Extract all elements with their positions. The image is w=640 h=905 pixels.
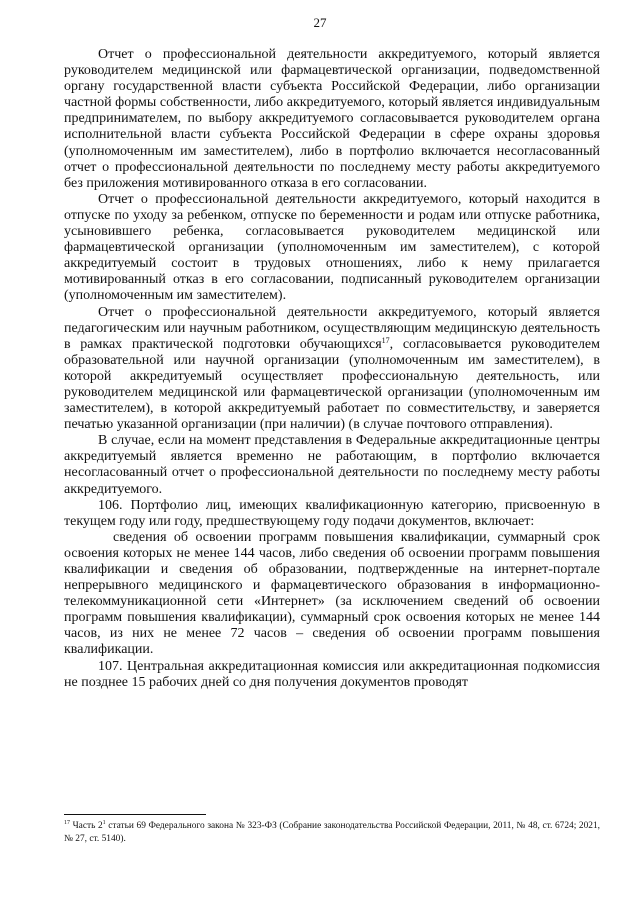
paragraph-text-part: , согласовывается руководителем образовательной или научной организации (уполномоченным им заместителем), в которой аккредитуемый осуществляет профессиональную деятельность, или руководителем медицинской или фармацевтической организации (уполномоченным им заместителем), в которой аккредитуемый работает по совместительству, и заверяется печатью указанной организации (при наличии) (в случае почтового отправления). (64, 336, 601, 433)
footnote-superscript: 1 (102, 820, 106, 826)
footnote-marker: 17 (64, 820, 70, 826)
page-number: 27 (313, 15, 327, 30)
paragraph-text-part: Отчет о профессиональной деятельности аккредитуемого, который является педагогическим или научным работником, осуществляющим медицинскую деятельность в рамках практической подготовки обучающихся (64, 304, 600, 352)
paragraph-item-107: 107. Центральная аккредитационная комиссия или аккредитационная подкомиссия не позднее 15 рабочих дней со дня получения документов проводят (64, 658, 600, 690)
paragraph-report-head-of-organization: Отчет о профессиональной деятельности аккредитуемого, который является руководителем медицинской или фармацевтической организации, подведомственной органу государственной власти субъекта Российской Федерации, либо организации частной формы собственности, либо аккредитуемого, который является индивидуальным предпринимателем, по выбору аккредитуемого согласовывается руководителем органа исполнительной власти субъекта Российской Федерации в сфере охраны здоровья (уполномоченным им заместителем), либо в портфолио включается несогласованный отчет о профессиональной деятельности по последнему месту работы аккредитуемого без приложения мотивированного отказа в его согласовании. (64, 47, 600, 191)
paragraph-report-parental-leave: Отчет о профессиональной деятельности аккредитуемого, который находится в отпуске по уходу за ребенком, отпуске по беременности и родам или отпуске работника, усыновившего ребенка, согласовывается руководителем медицинской или фармацевтической организации (уполномоченным им заместителем), с которой аккредитуемый состоит в трудовых отношениях, либо к нему прилагается мотивированный отказ в его согласовании, подписанный руководителем организации (уполномоченным им заместителем). (64, 191, 600, 304)
paragraph-item-106: 106. Портфолио лиц, имеющих квалификационную категорию, присвоенную в текущем году или году, предшествующему году подачи документов, включает: (64, 497, 600, 529)
footnote (64, 820, 600, 846)
footnote-text-part: Часть 2 (70, 821, 103, 831)
paragraph-item-106-list: сведения об освоении программ повышения квалификации, суммарный срок освоения которых не менее 144 часов, либо сведения об освоении программ повышения квалификации и сведения об образовании, подтвержденные на интернет-портале непрерывного медицинского и фармацевтического образования в информационно-телекоммуникационной сети «Интернет» (за исключением сведений об освоении программ повышения квалификации), суммарный срок освоения которых не менее 144 часов, из них не менее 72 часов – сведения об освоении программ повышения квалификации. (64, 529, 600, 658)
footnote-reference: 17 (381, 335, 390, 345)
footnote-divider (64, 814, 206, 815)
document-body (64, 47, 600, 691)
footnote-text-part: статьи 69 Федерального закона № 323-ФЗ (Собрание законодательства Российской Федерации, 2011, № 48, ст. 6724; 2021, № 27, ст. 5140). (64, 821, 600, 844)
paragraph-report-teaching-staff (64, 305, 600, 434)
paragraph-temporarily-unemployed: В случае, если на момент представления в Федеральные аккредитационные центры аккредитуемый является временно не работающим, в портфолио включается несогласованный отчет о профессиональной деятельности по последнему месту работы аккредитуемого. (64, 433, 600, 497)
